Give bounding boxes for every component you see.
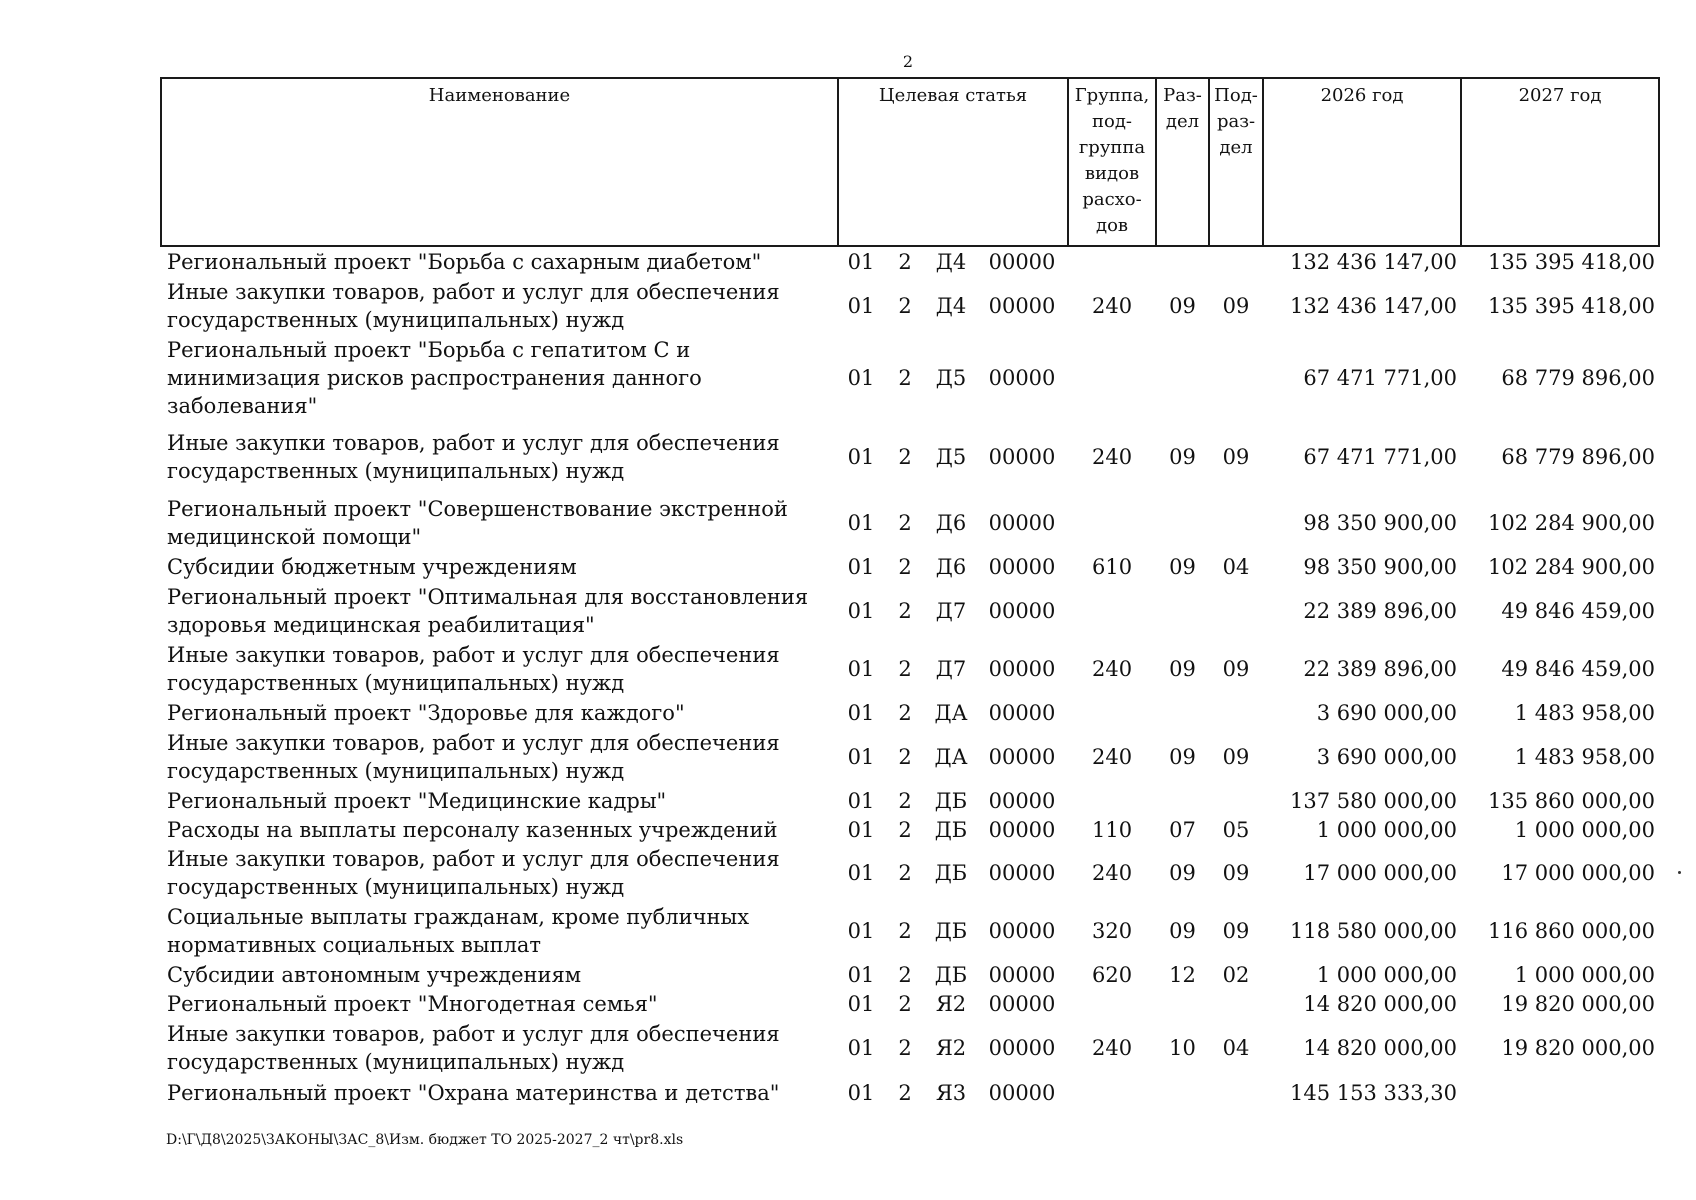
row-expense-group: 240 (1091, 1036, 1133, 1060)
row-target-article-project: Д6 (935, 511, 967, 535)
row-target-article-program: 01 (847, 789, 875, 813)
row-section: 09 (1169, 745, 1196, 769)
row-target-article-type: 2 (898, 294, 912, 318)
row-target-article-project: Д7 (935, 599, 967, 623)
row-target-article-direction: 00000 (988, 1036, 1056, 1060)
row-target-article-type: 2 (898, 657, 912, 681)
row-subsection (1209, 1078, 1263, 1108)
header-name: Наименование (161, 78, 838, 246)
row-subsection: 02 (1222, 963, 1250, 987)
row-name: Региональный проект "Многодетная семья" (167, 992, 658, 1016)
row-amount-2027: 49 846 459,00 (1501, 599, 1656, 623)
row-target-article-program: 01 (847, 1081, 875, 1105)
file-path-footer: D:\Г\Д8\2025\ЗАКОНЫ\ЗАС_8\Изм. бюджет ТО 2025-2027_2 чт\pr8.xls (166, 1132, 684, 1148)
row-expense-group: 240 (1091, 861, 1133, 885)
row-section: 10 (1169, 1036, 1196, 1060)
row-subsection (1209, 336, 1263, 420)
table-row (161, 582, 1659, 640)
row-target-article-type: 2 (898, 249, 912, 274)
row-target-article-type: 2 (898, 555, 912, 579)
row-target-article-direction: 00000 (988, 919, 1056, 943)
row-section: 09 (1169, 657, 1196, 681)
row-subsection: 04 (1222, 555, 1250, 579)
row-expense-group: 240 (1091, 657, 1133, 681)
table-row (161, 246, 1659, 276)
row-expense-group: 620 (1091, 963, 1133, 987)
row-amount-2026: 118 580 000,00 (1290, 919, 1458, 943)
row-subsection: 04 (1222, 1036, 1250, 1060)
table-row (161, 336, 1659, 420)
row-target-article-project: ДБ (934, 963, 968, 987)
row-amount-2026: 14 820 000,00 (1303, 992, 1458, 1016)
row-amount-2026: 1 000 000,00 (1316, 818, 1458, 842)
row-amount-2027: 1 000 000,00 (1514, 963, 1656, 987)
header-target-article: Целевая статья (838, 78, 1068, 246)
row-amount-2026: 14 820 000,00 (1303, 1036, 1458, 1060)
budget-table (160, 77, 1660, 1108)
header-section: Раз- дел (1156, 78, 1209, 246)
row-target-article-project: Я2 (935, 992, 967, 1016)
table-row (161, 844, 1659, 902)
row-expense-group: 110 (1091, 818, 1133, 842)
row-name: Иные закупки товаров, работ и услуг для обеспечения государственных (муниципальных) нужд (167, 643, 780, 695)
table-row (161, 990, 1659, 1018)
row-target-article-project: Д5 (935, 445, 967, 469)
row-target-article-program: 01 (847, 249, 875, 274)
row-target-article-direction: 00000 (988, 789, 1056, 813)
row-target-article-direction: 00000 (988, 366, 1056, 390)
row-target-article-direction: 00000 (988, 657, 1056, 681)
row-expense-group (1068, 786, 1156, 816)
row-target-article-project: ДБ (934, 919, 968, 943)
row-expense-group: 240 (1091, 294, 1133, 318)
row-expense-group: 240 (1091, 445, 1133, 469)
header-year-2026: 2026 год (1263, 78, 1461, 246)
row-target-article-direction: 00000 (988, 511, 1056, 535)
header-group: Группа, под- группа видов расхо- дов (1068, 78, 1156, 246)
row-target-article-direction: 00000 (988, 701, 1056, 725)
row-target-article-program: 01 (847, 555, 875, 579)
row-target-article-direction: 00000 (988, 745, 1056, 769)
row-target-article-direction: 00000 (988, 861, 1056, 885)
table-row (161, 552, 1659, 582)
row-subsection (1209, 494, 1263, 552)
row-amount-2027 (1461, 1078, 1659, 1108)
row-subsection: 09 (1222, 657, 1250, 681)
row-target-article-project: Я3 (935, 1081, 967, 1105)
row-expense-group (1068, 698, 1156, 728)
table-row (161, 276, 1659, 336)
row-section (1156, 1078, 1209, 1108)
row-name: Региональный проект "Совершенствование экстренной медицинской помощи" (167, 497, 788, 549)
row-subsection (1209, 990, 1263, 1018)
row-target-article-direction: 00000 (988, 992, 1056, 1016)
row-target-article-direction: 00000 (988, 599, 1056, 623)
row-target-article-type: 2 (898, 789, 912, 813)
header-year-2027: 2027 год (1461, 78, 1659, 246)
table-body (161, 246, 1659, 1108)
row-name: Региональный проект "Здоровье для каждого" (167, 701, 685, 725)
table-row (161, 494, 1659, 552)
row-target-article-program: 01 (847, 992, 875, 1016)
row-amount-2026: 145 153 333,30 (1290, 1081, 1458, 1105)
row-target-article-direction: 00000 (988, 818, 1056, 842)
row-section (1156, 786, 1209, 816)
header-subsection: Под- раз- дел (1209, 78, 1263, 246)
row-subsection (1209, 786, 1263, 816)
row-target-article-project: ДА (934, 745, 968, 769)
row-target-article-direction: 00000 (988, 1081, 1056, 1105)
table-row (161, 1018, 1659, 1078)
row-target-article-program: 01 (847, 919, 875, 943)
row-section (1156, 246, 1209, 276)
row-target-article-program: 01 (847, 861, 875, 885)
row-name: Региональный проект "Борьба с гепатитом С и минимизация рисков распространения данного заболевания" (167, 338, 702, 418)
row-amount-2027: 1 483 958,00 (1514, 701, 1656, 725)
row-name: Иные закупки товаров, работ и услуг для обеспечения государственных (муниципальных) нужд (167, 431, 780, 483)
row-target-article-project: Д7 (935, 657, 967, 681)
row-target-article-program: 01 (847, 963, 875, 987)
row-amount-2026: 22 389 896,00 (1303, 599, 1458, 623)
row-target-article-direction: 00000 (988, 445, 1056, 469)
row-amount-2027: 19 820 000,00 (1501, 1036, 1656, 1060)
row-amount-2027: 135 395 418,00 (1488, 249, 1656, 274)
row-target-article-program: 01 (847, 511, 875, 535)
row-target-article-project: ДА (934, 701, 968, 725)
row-target-article-type: 2 (898, 919, 912, 943)
row-target-article-type: 2 (898, 963, 912, 987)
row-expense-group (1068, 1078, 1156, 1108)
row-amount-2026: 98 350 900,00 (1303, 511, 1458, 535)
row-section: 09 (1169, 555, 1196, 579)
row-target-article-type: 2 (898, 445, 912, 469)
row-target-article-program: 01 (847, 599, 875, 623)
row-target-article-type: 2 (898, 1036, 912, 1060)
row-name: Субсидии автономным учреждениям (167, 963, 582, 987)
row-expense-group (1068, 336, 1156, 420)
page-number: 2 (902, 52, 914, 71)
row-amount-2027: 49 846 459,00 (1501, 657, 1656, 681)
row-target-article-project: ДБ (934, 861, 968, 885)
row-amount-2027: 1 483 958,00 (1514, 745, 1656, 769)
row-target-article-project: Д5 (935, 366, 967, 390)
row-target-article-type: 2 (898, 818, 912, 842)
row-amount-2027: 135 395 418,00 (1488, 294, 1656, 318)
row-amount-2027: 68 779 896,00 (1501, 366, 1656, 390)
row-target-article-project: Д6 (935, 555, 967, 579)
row-amount-2026: 132 436 147,00 (1290, 249, 1458, 274)
row-target-article-project: Д4 (935, 249, 967, 274)
row-target-article-type: 2 (898, 599, 912, 623)
row-target-article-program: 01 (847, 818, 875, 842)
row-amount-2026: 137 580 000,00 (1290, 789, 1458, 813)
table-row (161, 786, 1659, 816)
row-target-article-type: 2 (898, 366, 912, 390)
row-target-article-project: ДБ (934, 818, 968, 842)
row-subsection: 05 (1222, 818, 1250, 842)
row-subsection (1209, 246, 1263, 276)
table-row (161, 728, 1659, 786)
row-expense-group: 610 (1091, 555, 1133, 579)
row-target-article-program: 01 (847, 745, 875, 769)
table-row (161, 902, 1659, 960)
row-target-article-program: 01 (847, 657, 875, 681)
row-amount-2026: 67 471 771,00 (1303, 445, 1458, 469)
row-name: Иные закупки товаров, работ и услуг для обеспечения государственных (муниципальных) нужд (167, 847, 780, 899)
row-target-article-type: 2 (898, 701, 912, 725)
row-amount-2027: 1 000 000,00 (1514, 818, 1656, 842)
row-subsection: 09 (1222, 919, 1250, 943)
row-subsection (1209, 582, 1263, 640)
table-row (161, 816, 1659, 844)
row-amount-2026: 22 389 896,00 (1303, 657, 1458, 681)
row-expense-group: 240 (1091, 745, 1133, 769)
row-amount-2027: 102 284 900,00 (1488, 511, 1656, 535)
row-amount-2027: 116 860 000,00 (1488, 919, 1656, 943)
table-row (161, 960, 1659, 990)
row-target-article-project: Я2 (935, 1036, 967, 1060)
row-amount-2027: 19 820 000,00 (1501, 992, 1656, 1016)
row-name: Региональный проект "Медицинские кадры" (167, 789, 667, 813)
row-section (1156, 582, 1209, 640)
row-amount-2026: 67 471 771,00 (1303, 366, 1458, 390)
row-target-article-program: 01 (847, 366, 875, 390)
row-target-article-program: 01 (847, 701, 875, 725)
row-target-article-type: 2 (898, 745, 912, 769)
row-name: Субсидии бюджетным учреждениям (167, 555, 577, 579)
row-target-article-direction: 00000 (988, 555, 1056, 579)
row-subsection (1209, 698, 1263, 728)
row-amount-2027: 68 779 896,00 (1501, 445, 1656, 469)
row-name: Расходы на выплаты персоналу казенных учреждений (167, 818, 778, 842)
row-section: 09 (1169, 445, 1196, 469)
row-amount-2026: 132 436 147,00 (1290, 294, 1458, 318)
row-name: Региональный проект "Охрана материнства и детства" (167, 1081, 780, 1105)
row-section: 09 (1169, 861, 1196, 885)
row-expense-group (1068, 246, 1156, 276)
row-subsection: 09 (1222, 861, 1250, 885)
row-target-article-type: 2 (898, 861, 912, 885)
row-target-article-direction: 00000 (988, 963, 1056, 987)
row-name: Социальные выплаты гражданам, кроме публичных нормативных социальных выплат (167, 905, 750, 957)
row-target-article-type: 2 (898, 511, 912, 535)
row-target-article-type: 2 (898, 1081, 912, 1105)
row-amount-2027: 17 000 000,00 (1501, 861, 1656, 885)
row-name: Иные закупки товаров, работ и услуг для обеспечения государственных (муниципальных) нужд (167, 280, 780, 332)
row-subsection: 09 (1222, 745, 1250, 769)
row-amount-2026: 1 000 000,00 (1316, 963, 1458, 987)
row-amount-2027: 135 860 000,00 (1488, 789, 1656, 813)
row-expense-group (1068, 990, 1156, 1018)
table-row (161, 420, 1659, 494)
row-target-article-direction: 00000 (988, 294, 1056, 318)
row-section: 12 (1169, 963, 1196, 987)
row-name: Региональный проект "Борьба с сахарным диабетом" (167, 249, 762, 274)
row-target-article-program: 01 (847, 294, 875, 318)
row-section: 07 (1169, 818, 1196, 842)
table-row (161, 1078, 1659, 1108)
row-target-article-program: 01 (847, 1036, 875, 1060)
row-target-article-project: Д4 (935, 294, 967, 318)
row-target-article-direction: 00000 (988, 249, 1056, 274)
row-name: Иные закупки товаров, работ и услуг для обеспечения государственных (муниципальных) нужд (167, 731, 780, 783)
row-target-article-type: 2 (898, 992, 912, 1016)
row-amount-2026: 3 690 000,00 (1316, 745, 1458, 769)
row-section (1156, 336, 1209, 420)
row-expense-group (1068, 494, 1156, 552)
row-amount-2026: 17 000 000,00 (1303, 861, 1458, 885)
row-target-article-program: 01 (847, 445, 875, 469)
row-expense-group: 320 (1091, 919, 1133, 943)
row-section (1156, 494, 1209, 552)
row-amount-2027: 102 284 900,00 (1488, 555, 1656, 579)
row-subsection: 09 (1222, 294, 1250, 318)
stray-mark (1678, 871, 1681, 874)
row-expense-group (1068, 582, 1156, 640)
row-section (1156, 990, 1209, 1018)
row-subsection: 09 (1222, 445, 1250, 469)
table-row (161, 640, 1659, 698)
table-row (161, 698, 1659, 728)
row-section: 09 (1169, 919, 1196, 943)
row-name: Региональный проект "Оптимальная для восстановления здоровья медицинская реабилитация" (167, 585, 809, 637)
row-section: 09 (1169, 294, 1196, 318)
row-amount-2026: 3 690 000,00 (1316, 701, 1458, 725)
row-section (1156, 698, 1209, 728)
budget-table-container (160, 77, 1658, 1108)
row-amount-2026: 98 350 900,00 (1303, 555, 1458, 579)
row-name: Иные закупки товаров, работ и услуг для обеспечения государственных (муниципальных) нужд (167, 1022, 780, 1074)
table-header (161, 78, 1659, 246)
row-target-article-project: ДБ (934, 789, 968, 813)
